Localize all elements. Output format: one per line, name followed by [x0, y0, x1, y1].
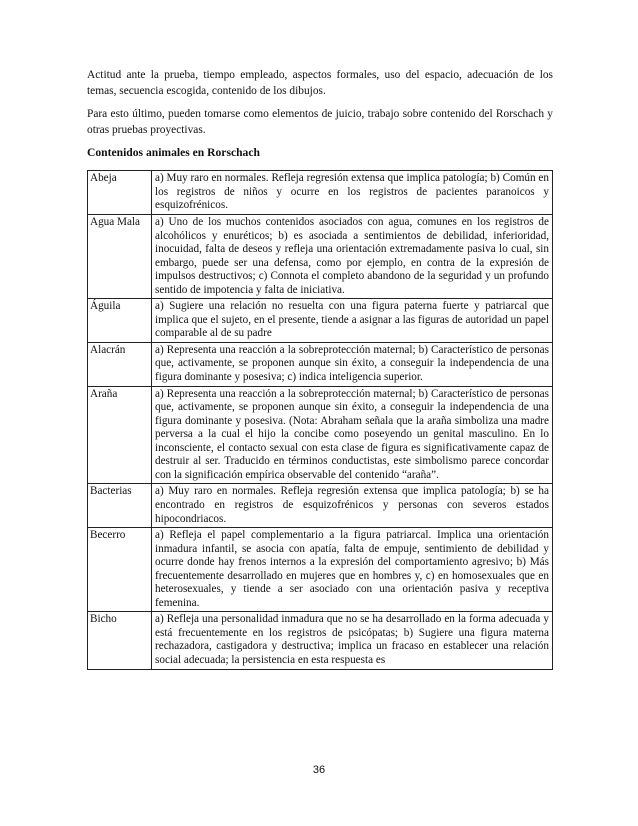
row-description: a) Representa una reacción a la sobreprotección maternal; b) Característico de personas que, activamente, se proponen aunque sin éxito, a conseguir la independencia de una figura dominante y posesiva; c) indica inteligencia superior. — [152, 342, 553, 386]
intro-paragraph-1: Actitud ante la prueba, tiempo empleado, aspectos formales, uso del espacio, adecuación de los temas, secuencia escogida, contenido de los dibujos. — [87, 69, 553, 97]
table-row — [88, 215, 553, 299]
table-row — [88, 484, 553, 528]
animal-contents-table — [87, 170, 553, 669]
section-heading: Contenidos animales en Rorschach — [87, 146, 260, 160]
row-description: a) Muy raro en normales. Refleja regresión extensa que implica patología; b) se ha encontrado en registros de esquizofrénicos y personas con severos estados hipocondriacos. — [152, 484, 553, 528]
row-term: Abeja — [88, 171, 152, 215]
table-row — [88, 171, 553, 215]
table-row — [88, 386, 553, 484]
row-description: a) Uno de los muchos contenidos asociados con agua, comunes en los registros de alcohólicos y enuréticos; b) es asociada a sentimientos de debilidad, inferioridad, inocuidad, falta de deseos y refleja una orientación extremadamente pasiva lo cual, sin embargo, puede ser una defensa, como por ejemplo, en contra de la expresión de impulsos destructivos; c) Connota el completo abandono de la seguridad y un profundo sentido de impotencia y falta de iniciativa. — [152, 215, 553, 299]
row-term: Bicho — [88, 612, 152, 669]
row-term: Alacrán — [88, 342, 152, 386]
row-description: a) Sugiere una relación no resuelta con una figura paterna fuerte y patriarcal que implica que el sujeto, en el presente, tiende a asignar a las figuras de autoridad un papel comparable al de su padre — [152, 299, 553, 343]
table-row — [88, 342, 553, 386]
table-row — [88, 528, 553, 612]
intro-paragraph-2: Para esto último, pueden tomarse como elementos de juicio, trabajo sobre contenido del Rorschach y otras pruebas proyectivas. — [87, 108, 553, 136]
page-number: 36 — [312, 764, 326, 776]
row-term: Becerro — [88, 528, 152, 612]
row-term: Agua Mala — [88, 215, 152, 299]
row-description: a) Muy raro en normales. Refleja regresión extensa que implica patología; b) Común en los registros de niños y ocurre en los registros de pacientes paranoicos y esquizofrénicos. — [152, 171, 553, 215]
document-page — [87, 68, 553, 670]
row-term: Bacterias — [88, 484, 152, 528]
row-description: a) Refleja una personalidad inmadura que no se ha desarrollado en la forma adecuada y está frecuentemente en los registros de psicópatas; b) Sugiere una figura materna rechazadora, castigadora y destructiva; implica un fracaso en establecer una relación social adecuada; la persistencia en esta respuesta es — [152, 612, 553, 669]
table-row — [88, 299, 553, 343]
row-description: a) Refleja el papel complementario a la figura patriarcal. Implica una orientación inmadura infantil, se asocia con apatía, falta de empuje, sentimiento de debilidad y ocurre donde hay frenos internos a la expresión del comportamiento agresivo; b) Más frecuentemente desarrollado en mujeres que en hombres y, c) en homosexuales que en heterosexuales, y tiende a ser asociado con una orientación pasiva y receptiva femenina. — [152, 528, 553, 612]
row-description: a) Representa una reacción a la sobreprotección maternal; b) Característico de personas que, activamente, se proponen aunque sin éxito, a conseguir la independencia de una figura dominante y posesiva. (Nota: Abraham señala que la araña simboliza una madre perversa a la cual el hijo la concibe como poseyendo un genital masculino. En lo inconsciente, el contacto sexual con esta clase de figura es significativamente capaz de destruir al ser. Traducido en términos conductistas, este simbolismo parece concordar con la significación empírica observable del contenido “araña”. — [152, 386, 553, 484]
table-row — [88, 612, 553, 669]
row-term: Águila — [88, 299, 152, 343]
row-term: Araña — [88, 386, 152, 484]
